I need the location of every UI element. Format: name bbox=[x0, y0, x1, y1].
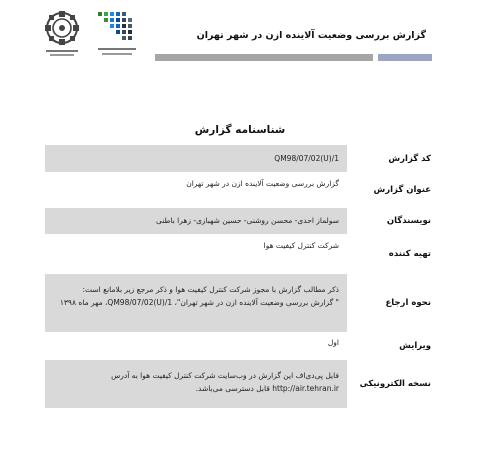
report-header bbox=[0, 0, 480, 70]
section-title: شناسنامه گزارش bbox=[194, 124, 286, 136]
tehran-municipality-logo bbox=[40, 8, 84, 60]
row-label: نویسندگان bbox=[386, 216, 431, 226]
row-label: عنوان گزارش bbox=[373, 185, 431, 195]
row-authors bbox=[45, 208, 435, 234]
row-value: QM98/07/02(U)/1 bbox=[45, 145, 347, 172]
row-citation bbox=[45, 274, 435, 332]
row-value: گزارش بررسی وضعیت آلاینده ازن در شهر تهران bbox=[186, 179, 339, 188]
row-label: ویرایش bbox=[399, 341, 431, 351]
row-electronic-version bbox=[45, 360, 435, 408]
row-edition bbox=[45, 332, 435, 360]
row-report-code bbox=[45, 145, 435, 172]
row-label: نسخه الکترونیکی bbox=[359, 379, 431, 389]
row-value: سولماز احدی- محسن روشنی- حسین شهبازی- زهرا باطنی bbox=[45, 208, 347, 234]
row-value: فایل پی‌دی‌اف این گزارش در وب‌سایت شرکت کنترل کیفیت هوا به آدرس http://air.tehran.ir قابل دسترسی می‌باشد. bbox=[45, 360, 347, 408]
row-value: ذکر مطالب گزارش با مجوز شرکت کنترل کیفیت هوا و ذکر مرجع زیر بلامانع است: " گزارش بررسی وضعیت آلاینده ازن در شهر تهران"، QM98/07/02(U)/1، مهر ماه ۱۳۹۸ bbox=[45, 274, 347, 332]
header-rule-gray bbox=[155, 54, 373, 61]
header-rule-blue bbox=[378, 54, 432, 61]
row-value: اول bbox=[327, 338, 339, 347]
row-label: تهیه کننده bbox=[388, 249, 431, 259]
row-preparer bbox=[45, 234, 435, 274]
document-title: گزارش بررسی وضعیت آلاینده ازن در شهر تهران bbox=[196, 30, 426, 41]
report-identity-table bbox=[45, 145, 435, 408]
air-quality-company-logo bbox=[92, 8, 142, 60]
row-report-title bbox=[45, 172, 435, 208]
row-label: نحوه ارجاع bbox=[385, 298, 431, 308]
row-label: کد گزارش bbox=[388, 153, 431, 164]
row-value: شرکت کنترل کیفیت هوا bbox=[263, 241, 339, 250]
